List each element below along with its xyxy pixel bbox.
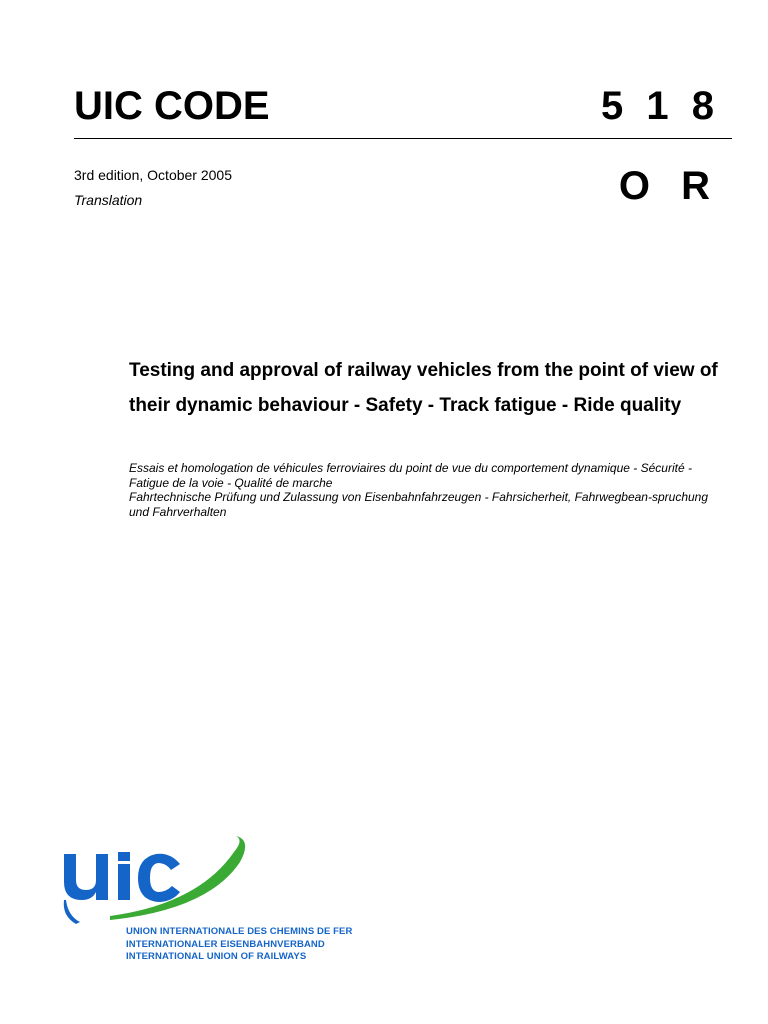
french-title: Essais et homologation de véhicules ferroviaires du point de vue du comportement dynamique - Sécurité - Fatigue de la voie - Qualité de marche <box>129 461 692 490</box>
code-number: 5 1 8 <box>601 84 720 128</box>
edition-text: 3rd edition, October 2005 <box>74 167 232 183</box>
org-name-english: INTERNATIONAL UNION OF RAILWAYS <box>126 951 307 962</box>
code-title: UIC CODE <box>74 84 270 128</box>
uic-logo-icon <box>58 834 258 926</box>
org-name-french: UNION INTERNATIONALE DES CHEMINS DE FER <box>126 926 353 937</box>
document-title: Testing and approval of railway vehicles from the point of view of their dynamic behaviour - Safety - Track fatigue - Ride quality <box>129 360 718 416</box>
german-title: Fahrtechnische Prüfung und Zulassung von Eisenbahnfahrzeugen - Fahrsicherheit, Fahrwegbean-spruchung und Fahrverhalten <box>129 490 709 519</box>
org-name-german: INTERNATIONALER EISENBAHNVERBAND <box>126 938 325 950</box>
translated-titles <box>129 461 729 519</box>
status-code: O R <box>618 164 720 208</box>
organization-names <box>126 926 352 964</box>
translation-label: Translation <box>74 192 143 208</box>
header-divider <box>74 138 732 139</box>
